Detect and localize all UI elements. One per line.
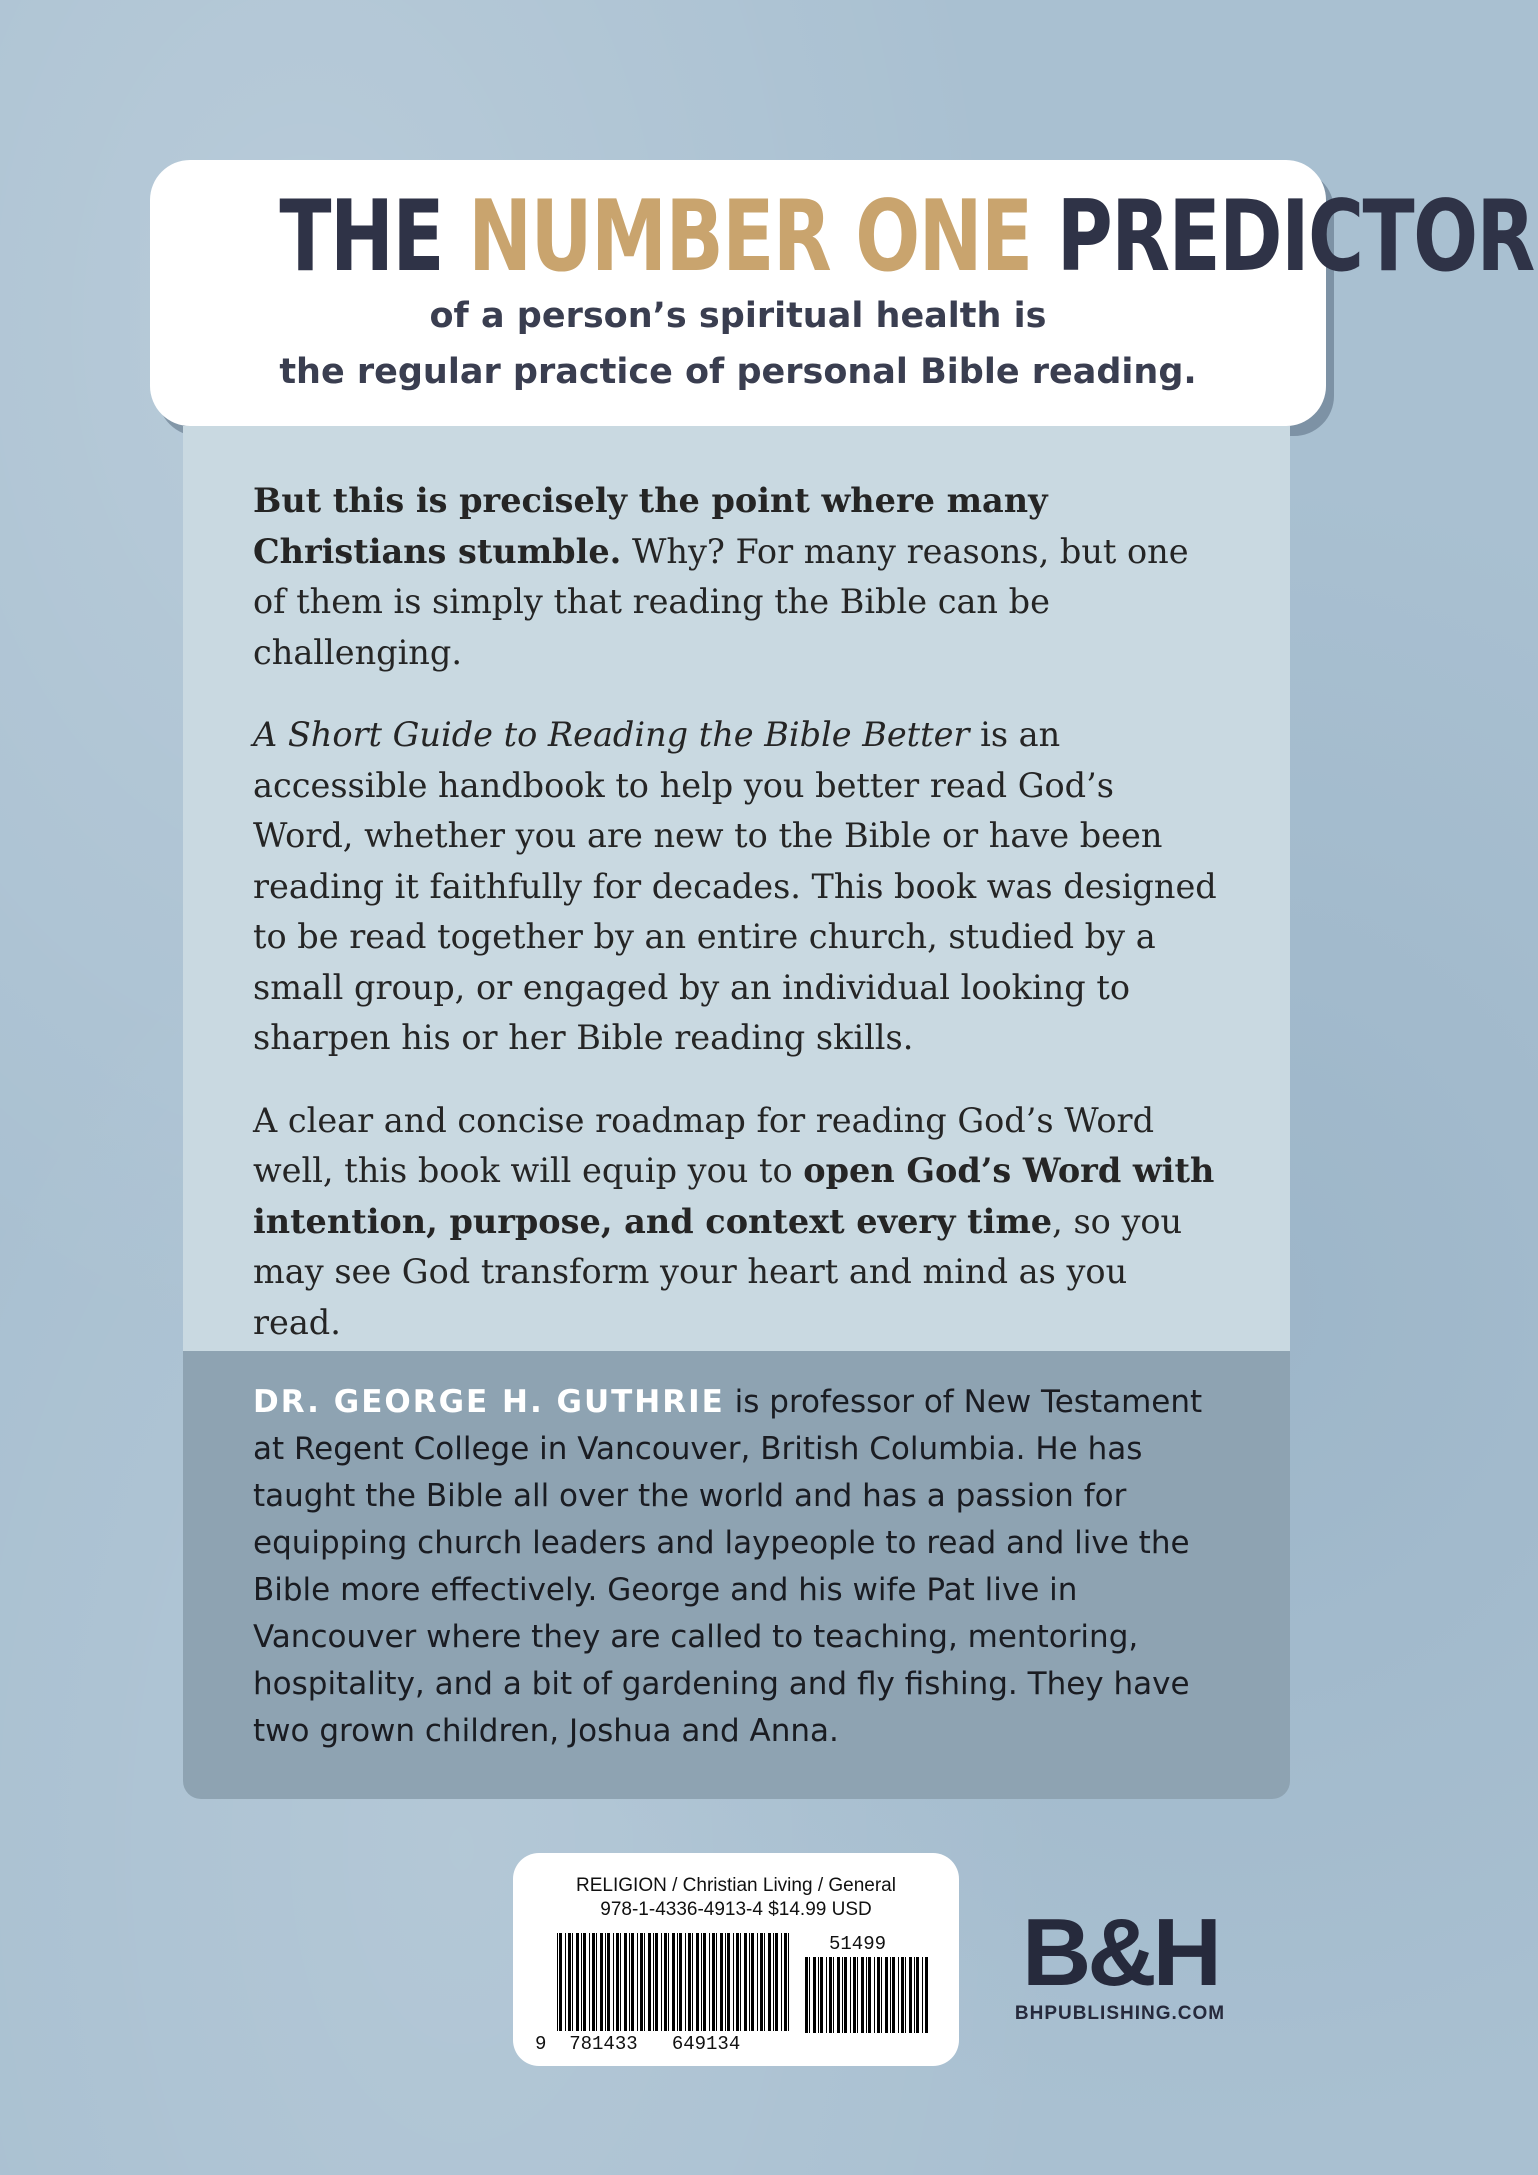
barcode-category: RELIGION / Christian Living / General: [576, 1875, 896, 1896]
blurb-lead-rest: Why? For many reasons, but one of them is simply that reading the Bible can be challenging.: [253, 531, 1189, 672]
blurb-panel: [183, 426, 1290, 1351]
publisher-url: BHPUBLISHING.COM: [1014, 2003, 1226, 2024]
publisher-logo: [995, 1899, 1245, 2025]
barcode-isbn-price: 978-1-4336-4913-4 $14.99 USD: [600, 1899, 872, 1920]
headline-part-1: THE: [279, 180, 469, 294]
headline-highlight: NUMBER ONE: [468, 180, 1032, 294]
price-addon-barcode-icon: [805, 1957, 929, 2033]
author-bio: [253, 1379, 1220, 1755]
blurb-p3-end: , so you may see God transform your heart and mind as you read.: [253, 1201, 1183, 1342]
barcode-addon-number: 51499: [829, 1933, 887, 1955]
headline-card: [150, 160, 1534, 426]
book-title: A Short Guide to Reading the Bible Better: [253, 715, 970, 754]
author-bio-panel: [183, 1351, 1290, 1799]
author-bio-text: is professor of New Testament at Regent College in Vancouver, British Columbia. He has taught the Bible all over the world and has a passion for equipping church leaders and laypeople to read and live the Bible more effectively. George and his wife Pat live in Vancouver where they are called to teaching, mentoring, hospitality, and a bit of gardening and fly fishing. They have two grown children, Joshua and Anna.: [253, 1384, 1203, 1749]
barcode-digits: 9 781433 649134: [535, 2033, 741, 2055]
bh-logo-icon: B&H: [1022, 1899, 1218, 2006]
isbn-barcode-icon: [557, 1933, 789, 2031]
headline-part-2: PREDICTOR: [1031, 180, 1534, 294]
headline: [279, 180, 1534, 294]
author-name: DR. GEORGE H. GUTHRIE: [253, 1384, 725, 1420]
blurb-lead-bold: But this is precisely the point where many Christians stumble.: [253, 481, 1048, 571]
subline-1: of a person’s spiritual health is: [429, 296, 1047, 336]
blurb-p3-bold: open God’s Word with intention, purpose, and context every time: [253, 1151, 1215, 1241]
barcode-box: [513, 1853, 959, 2066]
blurb-paragraph-1: [253, 476, 1222, 678]
blurb-paragraph-2: [253, 710, 1222, 1064]
blurb-paragraph-3: [253, 1096, 1222, 1349]
blurb-description: is an accessible handbook to help you better read God’s Word, whether you are new to the Bible or have been reading it faithfully for decades. This book was designed to be read together by an entire church, studied by a small group, or engaged by an individual looking to sharpen his or her Bible reading skills.: [253, 715, 1217, 1057]
blurb-p3-start: A clear and concise roadmap for reading God’s Word well, this book will equip you to: [253, 1100, 1155, 1190]
subline-2: the regular practice of personal Bible reading.: [279, 352, 1197, 392]
